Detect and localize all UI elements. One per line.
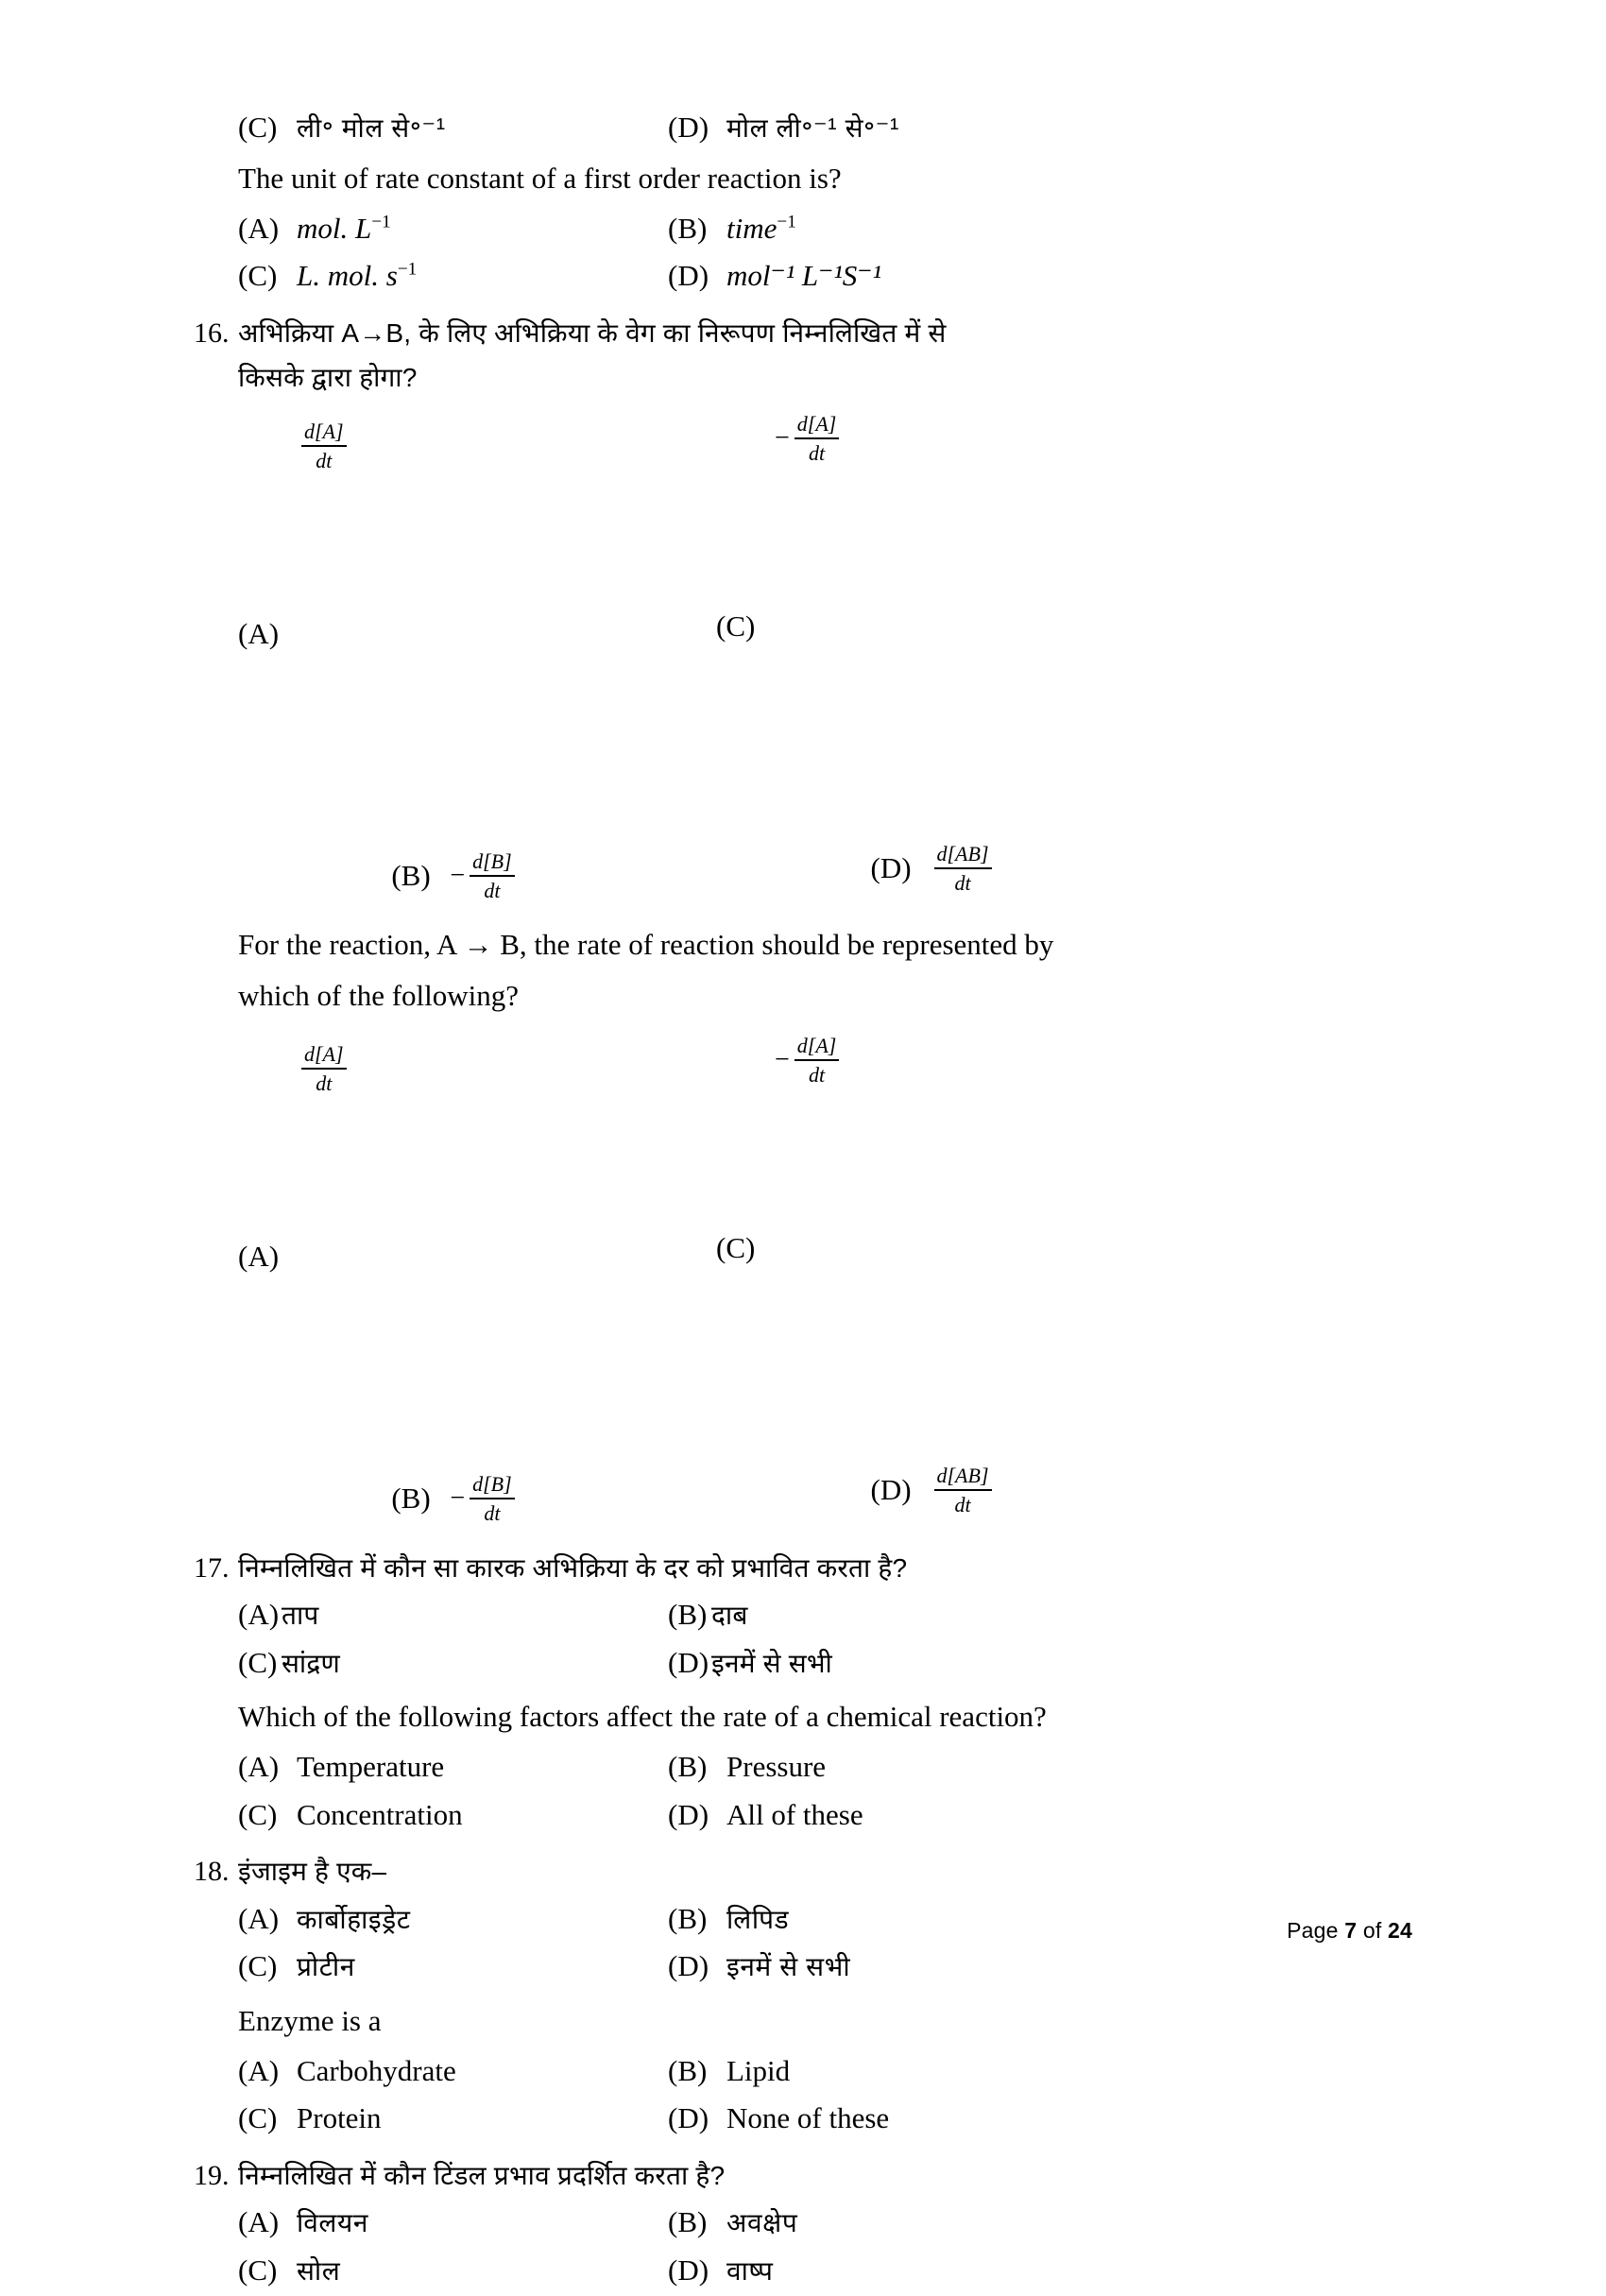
option-d-rate-constant xyxy=(668,254,1365,299)
option-b-q16-english xyxy=(391,1472,514,1526)
question-18-english-options-cd xyxy=(194,2097,1365,2141)
option-text-b: दाब xyxy=(711,1601,748,1631)
option-text-d xyxy=(930,1464,992,1517)
option-d-q17-hindi xyxy=(668,1641,1365,1686)
option-b-q17-english xyxy=(668,1745,1365,1790)
option-text-b: time$^{-1}$ xyxy=(726,211,796,245)
question-16-english-options-ab xyxy=(194,1042,668,1526)
option-label-d: (D) xyxy=(668,1645,709,1679)
fraction-denominator: dt xyxy=(484,879,501,903)
fraction-denominator: dt xyxy=(954,1493,971,1517)
option-text-b: लिपिड xyxy=(726,1904,790,1934)
option-label-b: (B) xyxy=(391,1481,431,1515)
option-text-a xyxy=(297,1042,347,1096)
footer-prefix: Page xyxy=(1287,1918,1345,1943)
question-17-hindi-options-cd xyxy=(194,1641,1365,1686)
question-19-hindi-options-ab xyxy=(194,2201,1365,2245)
option-a-q16-hindi xyxy=(238,420,668,849)
fraction-denominator: dt xyxy=(316,449,333,473)
option-d-q17-english xyxy=(668,1793,1365,1838)
option-text-d: All of these xyxy=(726,1797,863,1831)
option-c-q18-english xyxy=(238,2097,668,2141)
option-text-a: ताप xyxy=(282,1601,319,1631)
question-16-english-line2: which of the following? xyxy=(238,979,520,1013)
option-d-q19-hindi xyxy=(668,2249,1365,2293)
option-a-rate-constant xyxy=(238,207,668,251)
question-17-hindi-options-ab xyxy=(194,1593,1365,1637)
option-label-d: (D) xyxy=(668,2253,709,2287)
option-text-a: Carbohydrate xyxy=(297,2053,456,2087)
question-18-hindi-text: इंजाइम है एक– xyxy=(238,1857,387,1887)
option-label-c: (C) xyxy=(238,1797,278,1831)
option-label-b: (B) xyxy=(668,211,708,245)
question-19-hindi-options-cd xyxy=(194,2249,1365,2293)
option-a-q19-hindi xyxy=(238,2201,668,2245)
option-text-c: Protein xyxy=(297,2101,382,2135)
fraction-numerator: d[B] xyxy=(470,1472,515,1499)
option-row-rate-constant-cd xyxy=(194,254,1365,299)
question-16-hindi-line1 xyxy=(194,312,1365,355)
option-c-q16-hindi xyxy=(716,412,1146,842)
fraction xyxy=(470,1472,515,1526)
minus-sign: − xyxy=(450,1482,466,1513)
fraction xyxy=(934,1464,992,1517)
question-19-hindi-text: निम्नलिखित में कौन टिंडल प्रभाव प्रदर्शित करता है? xyxy=(238,2160,726,2190)
fraction xyxy=(794,412,840,466)
fraction xyxy=(934,842,992,896)
option-text-c: सोल xyxy=(297,2255,341,2286)
option-label-b: (B) xyxy=(668,2053,708,2087)
question-19-hindi-row xyxy=(194,2154,1365,2198)
option-text-d: इनमें से सभी xyxy=(726,1952,851,1982)
question-16-hindi-text: अभिक्रिया A→B, के लिए अभिक्रिया के वेग का निरूपण निम्नलिखित में से xyxy=(238,317,947,348)
option-label-c: (C) xyxy=(716,608,756,643)
minus-sign: − xyxy=(450,861,466,891)
question-18-number: 18. xyxy=(194,1856,230,1888)
fraction-denominator: dt xyxy=(484,1500,501,1525)
option-label-b: (B) xyxy=(668,2205,708,2239)
question-18-hindi-options-cd xyxy=(194,1945,1365,1989)
question-17-english-options-cd xyxy=(194,1793,1365,1838)
option-a-q18-hindi xyxy=(238,1897,668,1942)
option-b-q19-hindi xyxy=(668,2201,1365,2245)
fraction-numerator: d[A] xyxy=(301,1042,347,1070)
question-17-hindi-row xyxy=(194,1547,1365,1590)
footer-page-number: 7 xyxy=(1344,1918,1358,1943)
english-stem-rate-constant: The unit of rate constant of a first order reaction is? xyxy=(238,161,842,195)
fraction-denominator: dt xyxy=(954,870,971,895)
option-text-c: सांद्रण xyxy=(282,1648,340,1678)
question-18-english-stem: Enzyme is a xyxy=(238,2003,382,2037)
option-d-q18-english xyxy=(668,2097,1365,2141)
question-16-hindi-line2: किसके द्वारा होगा? xyxy=(238,363,418,393)
option-text-b xyxy=(450,1472,514,1526)
question-16-number: 16. xyxy=(194,317,230,349)
option-text-a: mol. $L^{-1}$ xyxy=(297,211,391,245)
question-16-hindi-options-ab xyxy=(194,420,668,903)
option-label-d: (D) xyxy=(668,2101,709,2135)
option-c-rate-constant xyxy=(238,254,668,299)
question-16-hindi-options-cd xyxy=(672,412,1146,896)
fraction xyxy=(470,849,515,903)
option-label-b: (B) xyxy=(668,1598,708,1632)
option-text-a: कार्बोहाइड्रेट xyxy=(297,1904,411,1934)
question-18-hindi-options-ab xyxy=(194,1897,1365,1942)
fraction-numerator: d[A] xyxy=(794,412,840,439)
option-text-c xyxy=(775,1034,839,1088)
option-text-b: Pressure xyxy=(726,1750,827,1784)
option-label-b: (B) xyxy=(668,1901,708,1935)
option-text-d: None of these xyxy=(726,2101,890,2135)
question-17-number: 17. xyxy=(194,1551,230,1584)
question-16-english-line1: For the reaction, A → B, the rate of reaction should be represented by xyxy=(238,928,1054,962)
option-c-carryover xyxy=(238,106,668,150)
option-label-b: (B) xyxy=(668,1750,708,1784)
page-content xyxy=(194,102,1365,2296)
option-b-rate-constant xyxy=(668,207,1365,251)
fraction-numerator: d[AB] xyxy=(934,1464,992,1491)
option-label-d: (D) xyxy=(668,1797,709,1831)
option-text-c: ली॰ मोल से॰⁻¹ xyxy=(297,113,446,143)
option-label-d: (D) xyxy=(870,1473,912,1507)
footer-mid: of xyxy=(1357,1918,1389,1943)
option-label-a: (A) xyxy=(238,1901,280,1935)
option-text-a: Temperature xyxy=(297,1750,445,1784)
option-label-a: (A) xyxy=(238,2053,280,2087)
fraction-numerator: d[A] xyxy=(794,1034,840,1061)
option-text-b: अवक्षेप xyxy=(726,2208,798,2238)
page-footer xyxy=(1287,1918,1412,1944)
option-label-c: (C) xyxy=(238,259,278,293)
option-a-q17-hindi xyxy=(238,1593,668,1637)
question-18-hindi-row xyxy=(194,1850,1365,1893)
option-label-a: (A) xyxy=(238,1239,280,1273)
option-text-c: Concentration xyxy=(297,1797,463,1831)
option-b-q17-hindi xyxy=(668,1593,1365,1637)
option-label-c: (C) xyxy=(238,2253,278,2287)
fraction-denominator: dt xyxy=(316,1071,333,1095)
fraction xyxy=(301,420,347,473)
minus-sign: − xyxy=(775,422,790,453)
option-d-carryover xyxy=(668,106,1365,150)
fraction-numerator: d[B] xyxy=(470,849,515,877)
option-label-c: (C) xyxy=(238,1949,278,1983)
option-text-c: L. mol. $s^{-1}$ xyxy=(297,259,418,293)
option-a-q18-english xyxy=(238,2049,668,2094)
option-d-q16-english xyxy=(871,1464,992,1517)
question-18-english-options-ab xyxy=(194,2049,1365,2094)
option-text-a: विलयन xyxy=(297,2208,368,2238)
option-row-carryover xyxy=(194,106,1365,150)
fraction xyxy=(794,1034,840,1088)
option-text-b: Lipid xyxy=(726,2053,791,2087)
option-a-q16-english xyxy=(238,1042,668,1472)
option-d-q18-hindi xyxy=(668,1945,1365,1989)
option-row-rate-constant-ab xyxy=(194,207,1365,251)
option-label-c: (C) xyxy=(716,1231,756,1265)
option-c-q17-english xyxy=(238,1793,668,1838)
question-17-english-options-ab xyxy=(194,1745,1365,1790)
option-label-a: (A) xyxy=(238,211,280,245)
option-label-c: (C) xyxy=(238,1645,278,1679)
fraction-denominator: dt xyxy=(809,440,826,465)
option-b-q18-hindi xyxy=(668,1897,1365,1942)
option-text-a xyxy=(297,420,347,473)
question-17-hindi-text: निम्नलिखित में कौन सा कारक अभिक्रिया के दर को प्रभावित करता है? xyxy=(238,1552,908,1583)
option-text-d: इनमें से सभी xyxy=(711,1648,832,1678)
option-label-d: (D) xyxy=(668,111,709,144)
option-text-b xyxy=(450,849,514,903)
option-label-b: (B) xyxy=(391,859,431,893)
option-d-q16-hindi xyxy=(871,842,992,896)
option-label-a: (A) xyxy=(238,1750,280,1784)
option-label-c: (C) xyxy=(238,111,278,144)
option-text-d xyxy=(930,842,992,896)
question-19-number: 19. xyxy=(194,2159,230,2191)
option-b-q18-english xyxy=(668,2049,1365,2094)
option-label-c: (C) xyxy=(238,2101,278,2135)
option-text-c: प्रोटीन xyxy=(297,1952,355,1982)
fraction-numerator: d[A] xyxy=(301,420,347,447)
question-17-english-stem: Which of the following factors affect the rate of a chemical reaction? xyxy=(238,1700,1047,1734)
fraction-numerator: d[AB] xyxy=(934,842,992,869)
option-c-q17-hindi xyxy=(238,1641,668,1686)
option-text-c xyxy=(775,412,839,466)
option-a-q17-english xyxy=(238,1745,668,1790)
option-text-d: मोल ली॰⁻¹ से॰⁻¹ xyxy=(726,113,899,143)
fraction xyxy=(301,1042,347,1096)
question-16-hindi-line2-row xyxy=(238,358,1365,399)
option-label-a: (A) xyxy=(238,617,280,651)
option-label-d: (D) xyxy=(870,850,912,884)
option-label-a: (A) xyxy=(238,2205,280,2239)
option-b-q16-hindi xyxy=(391,849,514,903)
minus-sign: − xyxy=(775,1045,790,1075)
option-c-q18-hindi xyxy=(238,1945,668,1989)
option-label-d: (D) xyxy=(668,259,709,293)
option-c-q16-english xyxy=(716,1034,1146,1464)
footer-total-pages: 24 xyxy=(1388,1918,1412,1943)
question-16-english-options-cd xyxy=(672,1034,1146,1517)
option-text-d: mol⁻¹ L⁻¹S⁻¹ xyxy=(726,259,881,293)
option-c-q19-hindi xyxy=(238,2249,668,2293)
option-label-a: (A) xyxy=(238,1598,280,1632)
option-label-d: (D) xyxy=(668,1949,709,1983)
option-text-d: वाष्प xyxy=(726,2255,774,2286)
fraction-denominator: dt xyxy=(809,1063,826,1088)
